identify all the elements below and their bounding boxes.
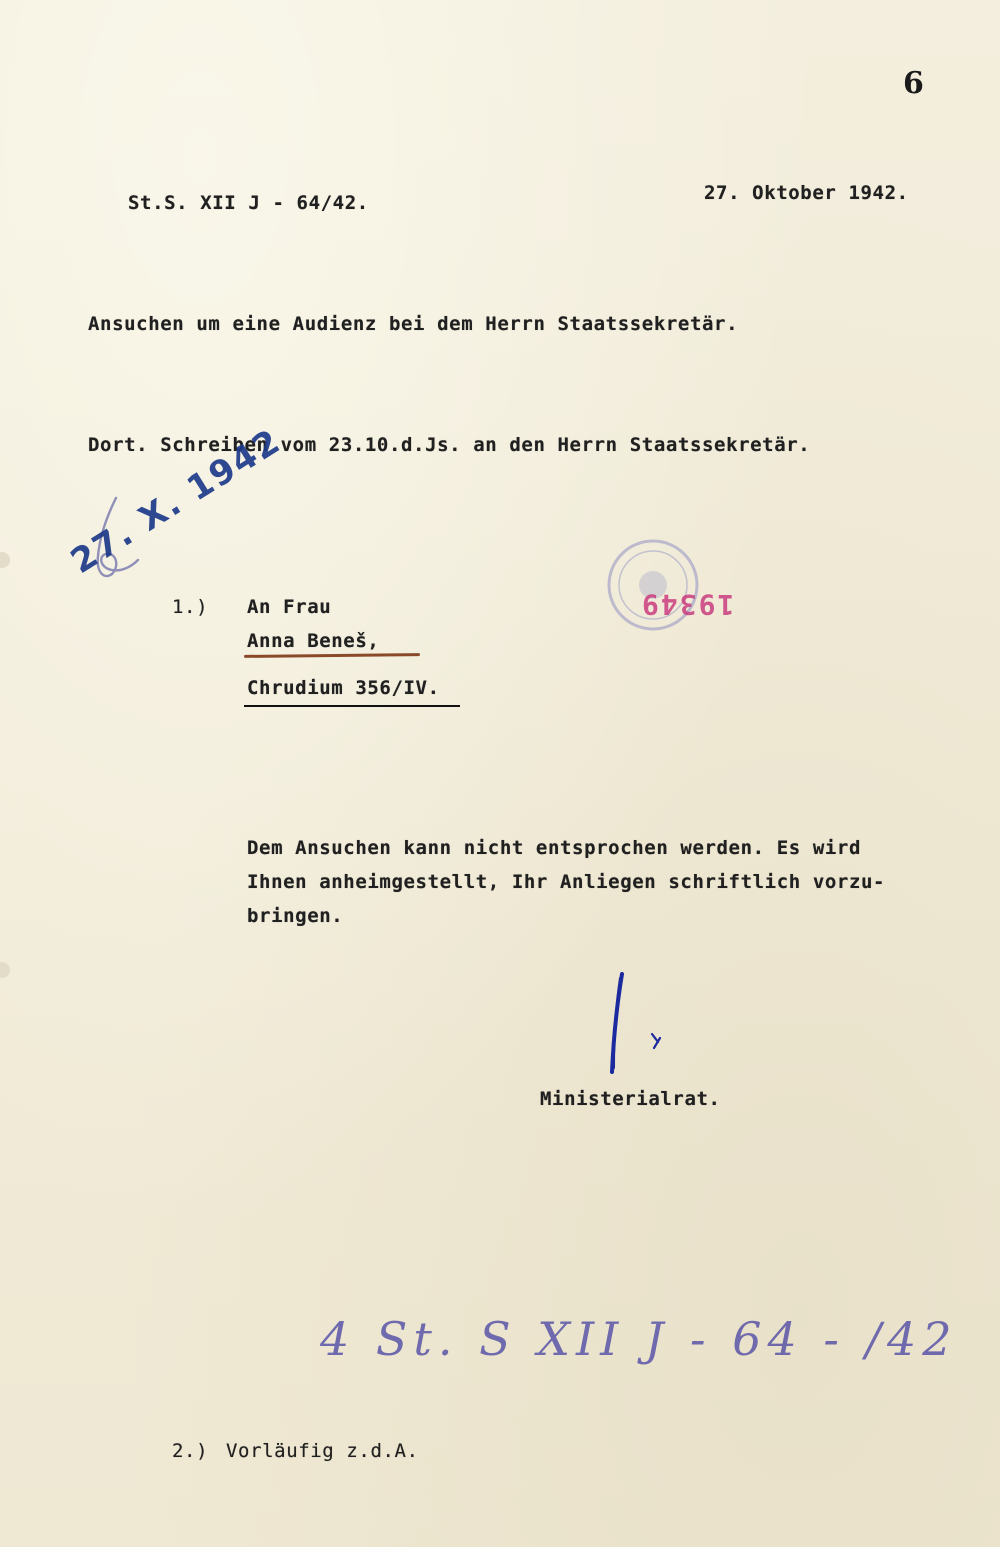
body-line: Ihnen anheimgestellt, Ihr Anliegen schriftlich vorzu- xyxy=(247,871,886,893)
punch-hole xyxy=(0,962,10,978)
recipient-salutation: An Frau xyxy=(247,596,332,618)
handwritten-file-reference: 4 St. S XII J - 64 - /42 xyxy=(320,1312,958,1366)
item-number-1: 1.) xyxy=(172,596,209,618)
body-line: bringen. xyxy=(247,905,344,927)
recipient-name: Anna Beneš, xyxy=(247,630,380,652)
body-line: Dem Ansuchen kann nicht entsprochen werden. Es wird xyxy=(247,837,861,859)
recipient-address-underline xyxy=(244,705,460,707)
punch-hole xyxy=(0,552,10,568)
recipient-address: Chrudium 356/IV. xyxy=(247,677,440,699)
recipient-name-underline xyxy=(244,653,420,658)
register-number-stamp: 19349 xyxy=(640,588,735,621)
handwritten-date-stamp: 27. X. 1942 xyxy=(64,420,289,582)
filing-instruction: Vorläufig z.d.A. xyxy=(226,1440,419,1462)
document-date: 27. Oktober 1942. xyxy=(704,182,909,204)
subject-line: Ansuchen um eine Audienz bei dem Herrn Staatssekretär. xyxy=(88,313,739,335)
signatory-title: Ministerialrat. xyxy=(540,1088,721,1110)
signature xyxy=(592,968,672,1078)
page-number: 6 xyxy=(903,66,924,101)
prior-letter-reference: Dort. Schreiben vom 23.10.d.Js. an den Herrn Staatssekretär. xyxy=(88,434,811,456)
reference-number: St.S. XII J - 64/42. xyxy=(128,192,369,214)
item-number-2: 2.) xyxy=(172,1440,209,1462)
round-office-stamp xyxy=(598,530,708,640)
